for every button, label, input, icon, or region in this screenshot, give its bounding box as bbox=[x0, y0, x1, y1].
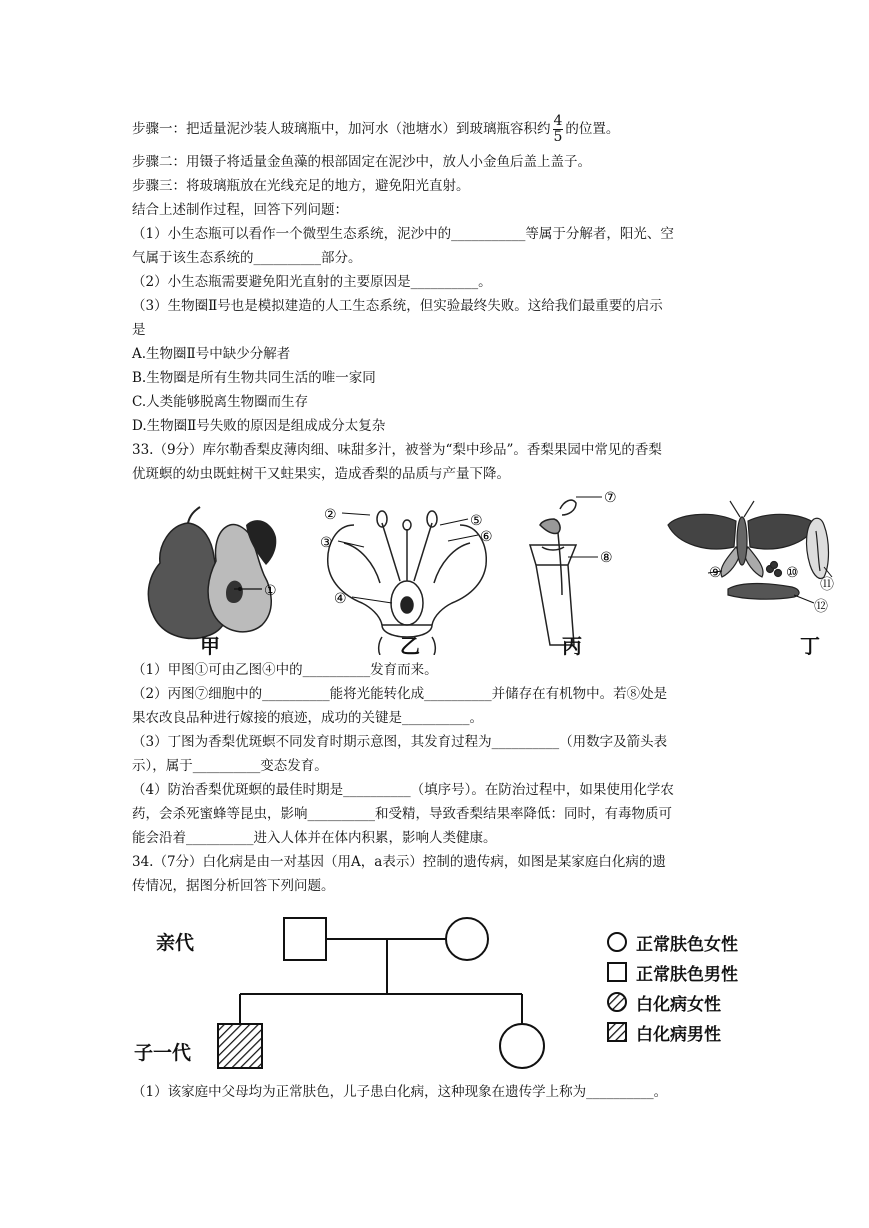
marker-6: ⑥ bbox=[480, 529, 493, 545]
q33-intro2: 优斑螟的幼虫既蛀树干又蛀果实，造成香梨的品质与产量下降。 bbox=[132, 466, 510, 482]
step1-line bbox=[132, 114, 619, 145]
marker-9: ⑨ bbox=[709, 565, 722, 581]
twig-figure bbox=[530, 500, 576, 645]
moth-figure bbox=[668, 501, 829, 599]
marker-5: ⑤ bbox=[470, 513, 483, 529]
fraction-numerator: 4 bbox=[553, 113, 563, 129]
legend-normal-female: 正常肤色女性 bbox=[636, 935, 738, 955]
legend-albino-female-icon bbox=[608, 993, 626, 1011]
option-c: C.人类能够脱离生物圈而生存 bbox=[132, 394, 309, 410]
legend-normal-female-icon bbox=[608, 933, 626, 951]
legend-albino-male: 白化病男性 bbox=[636, 1025, 721, 1045]
marker-8: ⑧ bbox=[600, 550, 613, 566]
marker-3: ③ bbox=[320, 535, 333, 551]
q33-2b: 果农改良品种进行嫁接的痕迹，成功的关键是__________。 bbox=[132, 710, 483, 726]
step1-fraction bbox=[553, 114, 564, 145]
q33-4c: 能会沿着__________进入人体并在体内积累，影响人类健康。 bbox=[132, 830, 497, 846]
marker-7: ⑦ bbox=[604, 490, 617, 506]
mother-normal-female bbox=[446, 918, 488, 960]
q33-4b: 药，会杀死蜜蜂等昆虫，影响__________和受精，导致香梨结果率降低：同时，有毒物质可 bbox=[132, 806, 672, 822]
figure-label-yi: 乙 bbox=[400, 634, 420, 658]
pointer-12 bbox=[794, 595, 814, 603]
son-albino-male bbox=[218, 1024, 262, 1068]
pointer-6 bbox=[448, 535, 478, 541]
q34-1: （1）该家庭中父母均为正常肤色，儿子患白化病，这种现象在遗传学上称为__________。 bbox=[132, 1084, 668, 1100]
q32-3a: （3）生物圈Ⅱ号也是模拟建造的人工生态系统，但实验最终失败。这给我们最重要的启示 bbox=[132, 298, 663, 314]
pointer-5 bbox=[440, 519, 468, 525]
marker-1: ① bbox=[264, 583, 277, 599]
q33-intro1: 33.（9分）库尔勒香梨皮薄肉细、味甜多汁，被誉为“梨中珍品”。香梨果园中常见的香梨 bbox=[132, 442, 662, 458]
daughter-normal-female bbox=[500, 1024, 544, 1068]
figure-label-ding: 丁 bbox=[800, 634, 820, 658]
figure-label-jia: 甲 bbox=[200, 634, 220, 658]
figure-label-bing: 丙 bbox=[562, 634, 582, 658]
legend-albino-female: 白化病女性 bbox=[636, 995, 721, 1015]
q33-2a: （2）丙图⑦细胞中的__________能将光能转化成__________并储存在有机物中。若⑧处是 bbox=[132, 686, 668, 702]
q32-1b: 气属于该生态系统的__________部分。 bbox=[132, 250, 362, 266]
parent-generation-label: 亲代 bbox=[156, 932, 195, 954]
q33-4a: （4）防治香梨优斑螟的最佳时期是__________（填序号）。在防治过程中，如果使用化学农 bbox=[132, 782, 674, 798]
pointer-2 bbox=[342, 513, 370, 515]
q33-figure bbox=[130, 485, 840, 655]
q34-intro1: 34.（7分）白化病是由一对基因（用A，a表示）控制的遗传病，如图是某家庭白化病的遗 bbox=[132, 854, 666, 870]
q33-3a: （3）丁图为香梨优斑螟不同发育时期示意图，其发育过程为__________（用数字及箭头表 bbox=[132, 734, 668, 750]
q34-intro2: 传情况，据图分析回答下列问题。 bbox=[132, 878, 335, 894]
pear-figure bbox=[148, 507, 276, 638]
step1-text-end: 的位置。 bbox=[565, 121, 620, 137]
q32-3b: 是 bbox=[132, 322, 146, 338]
option-d: D.生物圈Ⅱ号失败的原因是组成成分太复杂 bbox=[132, 418, 386, 434]
legend-normal-male-icon bbox=[608, 963, 626, 981]
marker-2: ② bbox=[324, 507, 337, 523]
step2-line: 步骤二：用镊子将适量金鱼藻的根部固定在泥沙中，放人小金鱼后盖上盖子。 bbox=[132, 154, 591, 170]
fraction-denominator: 5 bbox=[553, 129, 563, 145]
intro-line: 结合上述制作过程，回答下列问题： bbox=[132, 202, 348, 218]
legend-albino-male-icon bbox=[608, 1023, 626, 1041]
child-generation-label: 子一代 bbox=[134, 1042, 192, 1064]
marker-10: ⑩ bbox=[786, 565, 799, 581]
father-normal-male bbox=[284, 918, 326, 960]
q33-1: （1）甲图①可由乙图④中的__________发育而来。 bbox=[132, 662, 438, 678]
marker-11: ⑪ bbox=[820, 577, 834, 593]
step1-text: 步骤一：把适量泥沙装人玻璃瓶中，加河水（池塘水）到玻璃瓶容积约 bbox=[132, 121, 551, 137]
marker-12: ⑫ bbox=[814, 599, 828, 615]
option-a: A.生物圈Ⅱ号中缺少分解者 bbox=[132, 346, 291, 362]
step3-line: 步骤三：将玻璃瓶放在光线充足的地方，避免阳光直射。 bbox=[132, 178, 470, 194]
option-b: B.生物圈是所有生物共同生活的唯一家同 bbox=[132, 370, 376, 386]
pedigree-chart bbox=[0, 900, 869, 1080]
marker-4: ④ bbox=[334, 591, 347, 607]
q32-2: （2）小生态瓶需要避免阳光直射的主要原因是__________。 bbox=[132, 274, 492, 290]
legend-normal-male: 正常肤色男性 bbox=[636, 965, 738, 985]
q33-3b: 示），属于__________变态发育。 bbox=[132, 758, 328, 774]
q32-1a: （1）小生态瓶可以看作一个微型生态系统，泥沙中的___________等属于分解者，阳光、空 bbox=[132, 226, 674, 242]
